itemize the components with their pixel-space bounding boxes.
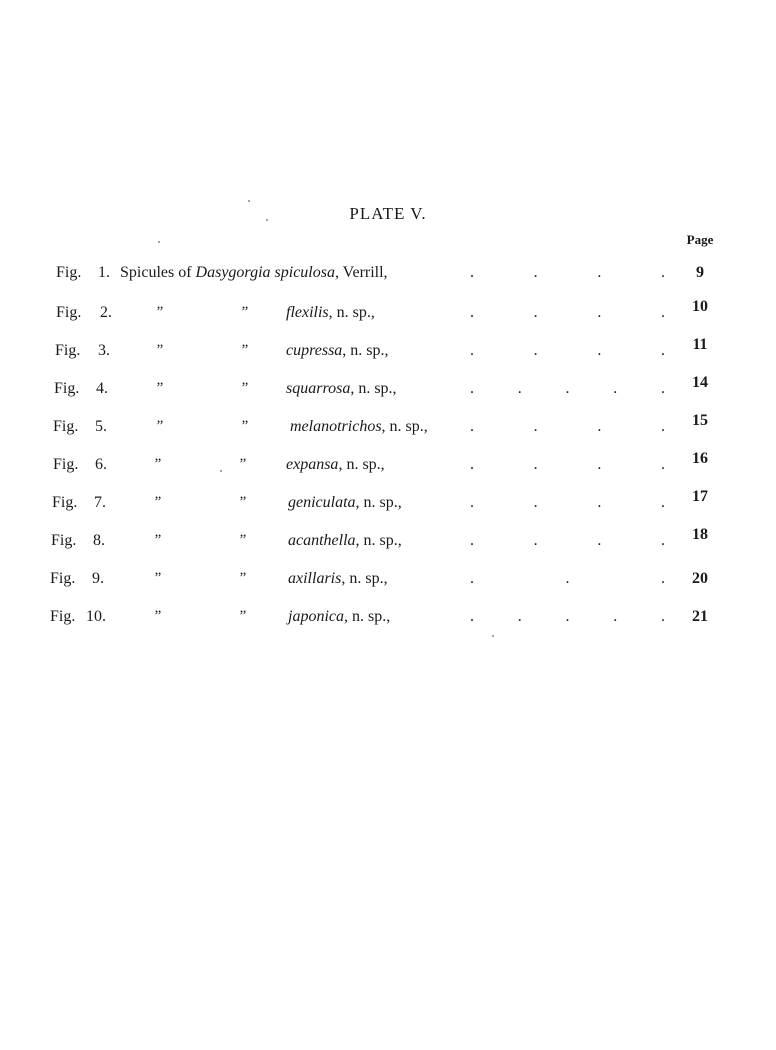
species-suffix: , n. sp., — [341, 570, 388, 587]
entry-description — [120, 264, 388, 282]
leader-dot: . — [565, 608, 570, 625]
fig-number: 3. — [98, 342, 110, 359]
lead-text: Spicules of — [120, 264, 196, 281]
fig-label: Fig. — [56, 264, 82, 281]
fig-number: 10. — [86, 608, 106, 625]
species-name: axillaris — [288, 570, 342, 587]
plate-entry-row — [0, 336, 776, 370]
page-number: 10 — [692, 298, 708, 315]
leader-dot: . — [660, 456, 665, 473]
page-number: 11 — [692, 336, 708, 353]
species-name: expansa — [286, 456, 339, 473]
leader-dot: . — [660, 342, 665, 359]
fig-number: 2. — [100, 304, 112, 321]
leader-dot: . — [597, 418, 602, 435]
species-name: geniculata — [288, 494, 356, 511]
entry-description — [286, 456, 385, 474]
species-suffix: , n. sp., — [338, 456, 385, 473]
leader-dot: . — [565, 380, 570, 397]
leader-dot: . — [613, 608, 618, 625]
page-number: 17 — [692, 488, 708, 505]
leader-dot: . — [597, 532, 602, 549]
ditto-mark: ” — [154, 456, 162, 472]
entry-description — [288, 608, 390, 626]
page-number: 21 — [692, 608, 708, 625]
ditto-mark: ” — [239, 570, 247, 586]
ditto-mark: ” — [156, 304, 164, 320]
species-suffix: , n. sp., — [381, 418, 428, 435]
leader-dots — [470, 264, 665, 282]
plate-entry-row — [0, 488, 776, 522]
species-name: spiculosa — [274, 264, 335, 281]
fig-label: Fig. — [53, 456, 79, 473]
ditto-mark: ” — [241, 342, 249, 358]
plate-entry-row — [0, 526, 776, 560]
fig-label: Fig. — [54, 380, 80, 397]
fig-label: Fig. — [50, 570, 76, 587]
plate-entry-row — [0, 264, 776, 292]
ditto-mark: ” — [241, 418, 249, 434]
ditto-mark: ” — [239, 532, 247, 548]
plate-entry-row — [0, 450, 776, 484]
fig-number: 1. — [98, 264, 110, 281]
leader-dot: . — [661, 570, 665, 587]
leader-dots — [470, 418, 665, 436]
leader-dot: . — [533, 494, 538, 511]
ditto-mark: ” — [156, 418, 164, 434]
page-number: 16 — [692, 450, 708, 467]
leader-dots — [470, 456, 665, 474]
plate-title: PLATE V. — [349, 204, 427, 223]
species-name: acanthella — [288, 532, 356, 549]
plate-entry-row — [0, 608, 776, 636]
ditto-mark: ” — [156, 342, 164, 358]
fig-number: 6. — [95, 456, 107, 473]
species-name: melanotrichos — [290, 418, 382, 435]
genus-name: Dasygorgia — [195, 264, 271, 281]
leader-dots — [470, 380, 665, 398]
scan-speck — [220, 470, 222, 472]
leader-dot: . — [597, 304, 602, 321]
leader-dot: . — [470, 342, 474, 359]
leader-dot: . — [533, 532, 538, 549]
leader-dots — [470, 570, 665, 588]
leader-dots — [470, 532, 665, 550]
leader-dot: . — [597, 264, 602, 281]
plate-entry-row — [0, 374, 776, 408]
page-number: 15 — [692, 412, 708, 429]
leader-dot: . — [533, 304, 538, 321]
ditto-mark: ” — [241, 380, 249, 396]
fig-label: Fig. — [55, 342, 81, 359]
plate-entry-row — [0, 570, 776, 598]
leader-dot: . — [470, 494, 474, 511]
leader-dots — [470, 342, 665, 360]
leader-dot: . — [533, 418, 538, 435]
leader-dot: . — [533, 264, 538, 281]
leader-dots — [470, 304, 665, 322]
leader-dot: . — [660, 304, 665, 321]
scan-speck — [266, 219, 268, 221]
entry-description — [286, 380, 397, 398]
species-suffix: , n. sp., — [350, 380, 397, 397]
fig-number: 8. — [93, 532, 105, 549]
leader-dot: . — [470, 264, 474, 281]
leader-dot: . — [470, 304, 474, 321]
leader-dot: . — [470, 532, 474, 549]
species-name: japonica — [288, 608, 344, 625]
fig-label: Fig. — [50, 608, 76, 625]
species-name: cupressa — [286, 342, 343, 359]
fig-label: Fig. — [56, 304, 82, 321]
page-column-header: Page — [686, 232, 714, 247]
leader-dot: . — [470, 380, 474, 397]
entry-description — [286, 342, 389, 360]
fig-number: 9. — [92, 570, 104, 587]
entry-description — [288, 570, 388, 588]
leader-dot: . — [470, 570, 474, 587]
leader-dot: . — [660, 532, 665, 549]
scan-speck — [492, 635, 494, 637]
fig-label: Fig. — [53, 418, 79, 435]
leader-dots — [470, 608, 665, 626]
page-number: 18 — [692, 526, 708, 543]
species-name: flexilis — [286, 304, 329, 321]
page-number: 14 — [692, 374, 708, 391]
scan-speck — [248, 200, 250, 202]
plate-entry-row — [0, 298, 776, 332]
leader-dot: . — [533, 456, 538, 473]
ditto-mark: ” — [154, 494, 162, 510]
entry-description — [288, 494, 402, 512]
species-suffix: , n. sp., — [342, 342, 389, 359]
leader-dot: . — [517, 608, 522, 625]
leader-dot: . — [597, 342, 602, 359]
scan-speck — [158, 241, 160, 243]
species-suffix: , n. sp., — [344, 608, 391, 625]
ditto-mark: ” — [239, 456, 247, 472]
ditto-mark: ” — [156, 380, 164, 396]
leader-dot: . — [661, 380, 665, 397]
species-suffix: , n. sp., — [328, 304, 375, 321]
leader-dots — [470, 494, 665, 512]
leader-dot: . — [660, 494, 665, 511]
leader-dot: . — [613, 380, 618, 397]
fig-number: 5. — [95, 418, 107, 435]
entry-description — [288, 532, 402, 550]
fig-number: 7. — [94, 494, 106, 511]
ditto-mark: ” — [239, 608, 247, 624]
fig-label: Fig. — [52, 494, 78, 511]
ditto-mark: ” — [239, 494, 247, 510]
species-suffix: , n. sp., — [355, 494, 402, 511]
page-number: 20 — [692, 570, 708, 587]
ditto-mark: ” — [154, 608, 162, 624]
leader-dot: . — [565, 570, 570, 587]
plate-entry-row — [0, 412, 776, 446]
fig-number: 4. — [96, 380, 108, 397]
ditto-mark: ” — [154, 532, 162, 548]
ditto-mark: ” — [154, 570, 162, 586]
page-number: 9 — [696, 264, 704, 281]
leader-dot: . — [660, 264, 665, 281]
leader-dot: . — [661, 608, 665, 625]
species-name: squarrosa — [286, 380, 351, 397]
leader-dot: . — [470, 608, 474, 625]
leader-dot: . — [470, 418, 474, 435]
leader-dot: . — [597, 456, 602, 473]
leader-dot: . — [470, 456, 474, 473]
leader-dot: . — [517, 380, 522, 397]
leader-dot: . — [660, 418, 665, 435]
fig-label: Fig. — [51, 532, 77, 549]
species-suffix: , n. sp., — [355, 532, 402, 549]
species-suffix: , Verrill, — [334, 264, 388, 281]
ditto-mark: ” — [241, 304, 249, 320]
leader-dot: . — [533, 342, 538, 359]
entry-description — [290, 418, 428, 436]
leader-dot: . — [597, 494, 602, 511]
entry-description — [286, 304, 375, 322]
